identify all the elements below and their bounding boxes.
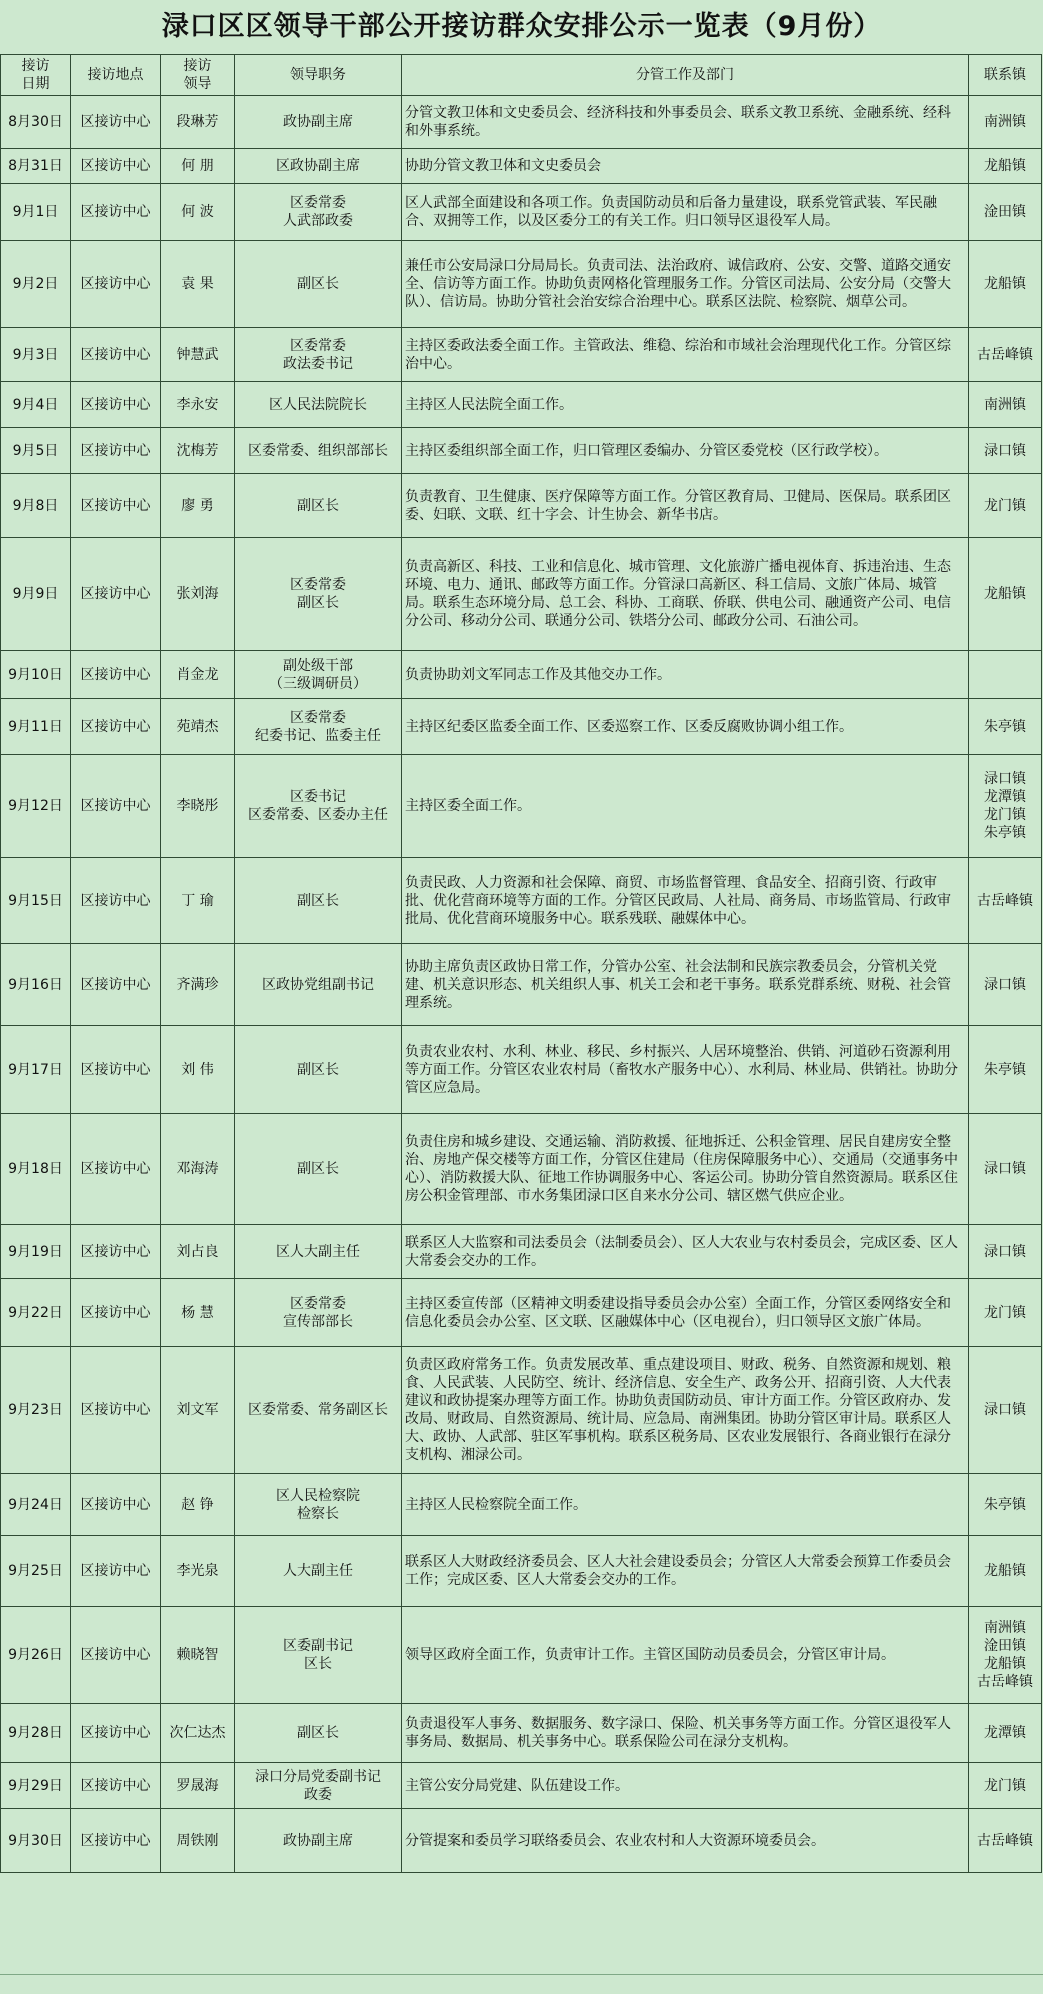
work-cell: 分管文教卫体和文史委员会、经济科技和外事委员会、联系文教卫系统、金融系统、经科和外事系统。 [402, 96, 969, 149]
work-cell: 主持区委全面工作。 [402, 755, 969, 858]
date-cell: 9月1日 [1, 184, 71, 241]
town-cell: 渌口镇 [969, 1225, 1042, 1279]
leader-cell: 齐满珍 [161, 944, 235, 1026]
date-cell: 9月25日 [1, 1536, 71, 1607]
town-cell: 龙船镇 [969, 1536, 1042, 1607]
post-cell: 区委常委 人武部政委 [235, 184, 402, 241]
post-cell: 人大副主任 [235, 1536, 402, 1607]
place-cell: 区接访中心 [71, 858, 161, 944]
table-row [1, 1607, 1042, 1704]
post-cell: 副区长 [235, 1704, 402, 1763]
header-post: 领导职务 [235, 55, 402, 96]
table-row [1, 1026, 1042, 1114]
town-cell: 龙门镇 [969, 1763, 1042, 1809]
table-row [1, 428, 1042, 474]
post-cell: 区委常委 纪委书记、监委主任 [235, 699, 402, 755]
work-cell: 负责协助刘文军同志工作及其他交办工作。 [402, 651, 969, 699]
work-cell: 负责区政府常务工作。负责发展改革、重点建设项目、财政、税务、自然资源和规划、粮食、人民武装、人民防空、统计、经济信息、安全生产、政务公开、招商引资、人大代表建议和政协提案办理等方面工作。协助负责国防动员、审计方面工作。分管区政府办、发改局、财政局、自然资源局、统计局、应急局、南洲集团。协助分管区审计局。联系区人大、政协、人武部、驻区军事机构。联系区税务局、区农业发展银行、各商业银行在渌分支机构、湘渌公司。 [402, 1347, 969, 1474]
town-cell: 南洲镇 [969, 96, 1042, 149]
town-cell: 龙潭镇 [969, 1704, 1042, 1763]
place-cell: 区接访中心 [71, 651, 161, 699]
place-cell: 区接访中心 [71, 1279, 161, 1347]
place-cell: 区接访中心 [71, 474, 161, 538]
town-cell: 朱亭镇 [969, 1026, 1042, 1114]
work-cell: 主管公安分局党建、队伍建设工作。 [402, 1763, 969, 1809]
date-cell: 9月5日 [1, 428, 71, 474]
leader-cell: 段琳芳 [161, 96, 235, 149]
town-cell: 古岳峰镇 [969, 858, 1042, 944]
work-cell: 主持区委政法委全面工作。主管政法、维稳、综治和市域社会治理现代化工作。分管区综治中心。 [402, 328, 969, 382]
place-cell: 区接访中心 [71, 1809, 161, 1873]
work-cell: 协助主席负责区政协日常工作，分管办公室、社会法制和民族宗教委员会，分管机关党建、机关意识形态、机关组织人事、机关工会和老干事务。联系党群系统、财税、社会管理系统。 [402, 944, 969, 1026]
work-cell: 负责高新区、科技、工业和信息化、城市管理、文化旅游广播电视体育、拆违治违、生态环境、电力、通讯、邮政等方面工作。分管渌口高新区、科工信局、文旅广体局、城管局。联系生态环境分局、总工会、科协、工商联、侨联、供电公司、融通资产公司、电信分公司、移动分公司、联通分公司、铁塔分公司、邮政分公司、石油公司。 [402, 538, 969, 651]
date-cell: 8月31日 [1, 149, 71, 184]
leader-cell: 邓海涛 [161, 1114, 235, 1225]
leader-cell: 沈梅芳 [161, 428, 235, 474]
work-cell: 主持区纪委区监委全面工作、区委巡察工作、区委反腐败协调小组工作。 [402, 699, 969, 755]
date-cell: 9月11日 [1, 699, 71, 755]
leader-cell: 李永安 [161, 382, 235, 428]
town-cell: 龙船镇 [969, 241, 1042, 328]
place-cell: 区接访中心 [71, 428, 161, 474]
post-cell: 区委常委、组织部部长 [235, 428, 402, 474]
post-cell: 副区长 [235, 1026, 402, 1114]
town-cell: 渌口镇 龙潭镇 龙门镇 朱亭镇 [969, 755, 1042, 858]
post-cell: 区政协党组副书记 [235, 944, 402, 1026]
table-row [1, 1809, 1042, 1873]
post-cell: 副区长 [235, 858, 402, 944]
place-cell: 区接访中心 [71, 538, 161, 651]
place-cell: 区接访中心 [71, 1536, 161, 1607]
work-cell: 负责民政、人力资源和社会保障、商贸、市场监督管理、食品安全、招商引资、行政审批、优化营商环境等方面的工作。分管区民政局、人社局、商务局、市场监管局、行政审批局、优化营商环境服务中心。联系残联、融媒体中心。 [402, 858, 969, 944]
date-cell: 9月26日 [1, 1607, 71, 1704]
leader-cell: 肖金龙 [161, 651, 235, 699]
leader-cell: 刘占良 [161, 1225, 235, 1279]
table-row [1, 699, 1042, 755]
table-row [1, 944, 1042, 1026]
leader-cell: 钟慧武 [161, 328, 235, 382]
post-cell: 区委常委、常务副区长 [235, 1347, 402, 1474]
place-cell: 区接访中心 [71, 241, 161, 328]
date-cell: 9月28日 [1, 1704, 71, 1763]
post-cell: 区人大副主任 [235, 1225, 402, 1279]
work-cell: 主持区人民检察院全面工作。 [402, 1474, 969, 1536]
town-cell: 龙船镇 [969, 538, 1042, 651]
table-row [1, 651, 1042, 699]
town-cell: 龙船镇 [969, 149, 1042, 184]
date-cell: 9月16日 [1, 944, 71, 1026]
leader-cell: 罗晟海 [161, 1763, 235, 1809]
date-cell: 9月19日 [1, 1225, 71, 1279]
table-row [1, 382, 1042, 428]
date-cell: 9月12日 [1, 755, 71, 858]
table-row [1, 96, 1042, 149]
town-cell: 渌口镇 [969, 428, 1042, 474]
table-row [1, 241, 1042, 328]
schedule-table [0, 54, 1042, 1873]
table-row [1, 1536, 1042, 1607]
place-cell: 区接访中心 [71, 1347, 161, 1474]
leader-cell: 李光泉 [161, 1536, 235, 1607]
place-cell: 区接访中心 [71, 1026, 161, 1114]
work-cell: 协助分管文教卫体和文史委员会 [402, 149, 969, 184]
leader-cell: 刘 伟 [161, 1026, 235, 1114]
town-cell: 渌口镇 [969, 944, 1042, 1026]
table-row [1, 149, 1042, 184]
post-cell: 区委常委 副区长 [235, 538, 402, 651]
work-cell: 负责退役军人事务、数据服务、数字渌口、保险、机关事务等方面工作。分管区退役军人事务局、数据局、机关事务中心。联系保险公司在渌分支机构。 [402, 1704, 969, 1763]
date-cell: 9月3日 [1, 328, 71, 382]
date-cell: 9月15日 [1, 858, 71, 944]
place-cell: 区接访中心 [71, 1704, 161, 1763]
post-cell: 政协副主席 [235, 96, 402, 149]
table-row [1, 1279, 1042, 1347]
leader-cell: 赵 铮 [161, 1474, 235, 1536]
post-cell: 区政协副主席 [235, 149, 402, 184]
place-cell: 区接访中心 [71, 755, 161, 858]
page-title: 渌口区区领导干部公开接访群众安排公示一览表（9月份） [161, 11, 882, 42]
leader-cell: 丁 瑜 [161, 858, 235, 944]
leader-cell: 赖晓智 [161, 1607, 235, 1704]
work-cell: 主持区人民法院全面工作。 [402, 382, 969, 428]
date-cell: 9月4日 [1, 382, 71, 428]
work-cell: 领导区政府全面工作，负责审计工作。主管区国防动员委员会，分管区审计局。 [402, 1607, 969, 1704]
table-row [1, 1474, 1042, 1536]
table-row [1, 328, 1042, 382]
town-cell: 龙门镇 [969, 1279, 1042, 1347]
date-cell: 9月23日 [1, 1347, 71, 1474]
date-cell: 9月17日 [1, 1026, 71, 1114]
sheet-bottom-gridline [0, 1974, 1043, 1994]
leader-cell: 周铁刚 [161, 1809, 235, 1873]
town-cell: 古岳峰镇 [969, 1809, 1042, 1873]
header-date: 接访 日期 [1, 55, 71, 96]
place-cell: 区接访中心 [71, 1225, 161, 1279]
table-row [1, 1347, 1042, 1474]
town-cell: 渌口镇 [969, 1347, 1042, 1474]
place-cell: 区接访中心 [71, 1607, 161, 1704]
town-cell: 朱亭镇 [969, 699, 1042, 755]
leader-cell: 张刘海 [161, 538, 235, 651]
post-cell: 渌口分局党委副书记 政委 [235, 1763, 402, 1809]
work-cell: 负责教育、卫生健康、医疗保障等方面工作。分管区教育局、卫健局、医保局。联系团区委、妇联、文联、红十字会、计生协会、新华书店。 [402, 474, 969, 538]
date-cell: 9月22日 [1, 1279, 71, 1347]
place-cell: 区接访中心 [71, 944, 161, 1026]
place-cell: 区接访中心 [71, 699, 161, 755]
place-cell: 区接访中心 [71, 1114, 161, 1225]
date-cell: 9月29日 [1, 1763, 71, 1809]
leader-cell: 何 波 [161, 184, 235, 241]
table-row [1, 858, 1042, 944]
date-cell: 9月8日 [1, 474, 71, 538]
post-cell: 区委书记 区委常委、区委办主任 [235, 755, 402, 858]
date-cell: 9月18日 [1, 1114, 71, 1225]
town-cell: 淦田镇 [969, 184, 1042, 241]
header-work: 分管工作及部门 [402, 55, 969, 96]
work-cell: 负责农业农村、水利、林业、移民、乡村振兴、人居环境整治、供销、河道砂石资源利用等方面工作。分管区农业农村局（畜牧水产服务中心）、水利局、林业局、供销社。协助分管区应急局。 [402, 1026, 969, 1114]
work-cell: 负责住房和城乡建设、交通运输、消防救援、征地拆迁、公积金管理、居民自建房安全整治、房地产保交楼等方面工作，分管区住建局（住房保障服务中心）、交通局（交通事务中心）、消防救援大队、征地工作协调服务中心、客运公司。协助分管自然资源局。联系区住房公积金管理部、市水务集团渌口区自来水分公司、辖区燃气供应企业。 [402, 1114, 969, 1225]
post-cell: 区委常委 宣传部部长 [235, 1279, 402, 1347]
date-cell: 9月10日 [1, 651, 71, 699]
post-cell: 区人民检察院 检察长 [235, 1474, 402, 1536]
place-cell: 区接访中心 [71, 96, 161, 149]
table-row [1, 1763, 1042, 1809]
post-cell: 副处级干部 （三级调研员） [235, 651, 402, 699]
leader-cell: 刘文军 [161, 1347, 235, 1474]
table-row [1, 1114, 1042, 1225]
leader-cell: 袁 果 [161, 241, 235, 328]
table-row [1, 755, 1042, 858]
town-cell: 渌口镇 [969, 1114, 1042, 1225]
table-row [1, 184, 1042, 241]
work-cell: 分管提案和委员学习联络委员会、农业农村和人大资源环境委员会。 [402, 1809, 969, 1873]
work-cell: 联系区人大财政经济委员会、区人大社会建设委员会；分管区人大常委会预算工作委员会工作；完成区委、区人大常委会交办的工作。 [402, 1536, 969, 1607]
leader-cell: 次仁达杰 [161, 1704, 235, 1763]
town-cell: 朱亭镇 [969, 1474, 1042, 1536]
work-cell: 主持区委组织部全面工作，归口管理区委编办、分管区委党校（区行政学校）。 [402, 428, 969, 474]
leader-cell: 李晓彤 [161, 755, 235, 858]
post-cell: 区委常委 政法委书记 [235, 328, 402, 382]
table-row [1, 1704, 1042, 1763]
place-cell: 区接访中心 [71, 1474, 161, 1536]
work-cell: 主持区委宣传部（区精神文明委建设指导委员会办公室）全面工作，分管区委网络安全和信息化委员会办公室、区文联、区融媒体中心（区电视台），归口领导区文旅广体局。 [402, 1279, 969, 1347]
header-town: 联系镇 [969, 55, 1042, 96]
date-cell: 9月30日 [1, 1809, 71, 1873]
place-cell: 区接访中心 [71, 149, 161, 184]
leader-cell: 杨 慧 [161, 1279, 235, 1347]
post-cell: 区人民法院院长 [235, 382, 402, 428]
post-cell: 副区长 [235, 1114, 402, 1225]
header-leader: 接访 领导 [161, 55, 235, 96]
table-row [1, 1225, 1042, 1279]
place-cell: 区接访中心 [71, 184, 161, 241]
town-cell: 龙门镇 [969, 474, 1042, 538]
town-cell: 古岳峰镇 [969, 328, 1042, 382]
post-cell: 副区长 [235, 474, 402, 538]
header-place: 接访地点 [71, 55, 161, 96]
header-row [1, 55, 1042, 96]
place-cell: 区接访中心 [71, 382, 161, 428]
town-cell [969, 651, 1042, 699]
post-cell: 区委副书记 区长 [235, 1607, 402, 1704]
leader-cell: 苑靖杰 [161, 699, 235, 755]
town-cell: 南洲镇 [969, 382, 1042, 428]
leader-cell: 何 朋 [161, 149, 235, 184]
place-cell: 区接访中心 [71, 1763, 161, 1809]
place-cell: 区接访中心 [71, 328, 161, 382]
date-cell: 8月30日 [1, 96, 71, 149]
date-cell: 9月9日 [1, 538, 71, 651]
work-cell: 联系区人大监察和司法委员会（法制委员会）、区人大农业与农村委员会，完成区委、区人大常委会交办的工作。 [402, 1225, 969, 1279]
work-cell: 区人武部全面建设和各项工作。负责国防动员和后备力量建设，联系党管武装、军民融合、双拥等工作，以及区委分工的有关工作。归口领导区退役军人局。 [402, 184, 969, 241]
table-row [1, 474, 1042, 538]
date-cell: 9月24日 [1, 1474, 71, 1536]
date-cell: 9月2日 [1, 241, 71, 328]
post-cell: 副区长 [235, 241, 402, 328]
table-row [1, 538, 1042, 651]
leader-cell: 廖 勇 [161, 474, 235, 538]
town-cell: 南洲镇 淦田镇 龙船镇 古岳峰镇 [969, 1607, 1042, 1704]
post-cell: 政协副主席 [235, 1809, 402, 1873]
work-cell: 兼任市公安局渌口分局局长。负责司法、法治政府、诚信政府、公安、交警、道路交通安全、信访等方面工作。协助负责网格化管理服务工作。分管区司法局、公安分局（交警大队）、信访局。协助分管社会治安综合治理中心。联系区法院、检察院、烟草公司。 [402, 241, 969, 328]
